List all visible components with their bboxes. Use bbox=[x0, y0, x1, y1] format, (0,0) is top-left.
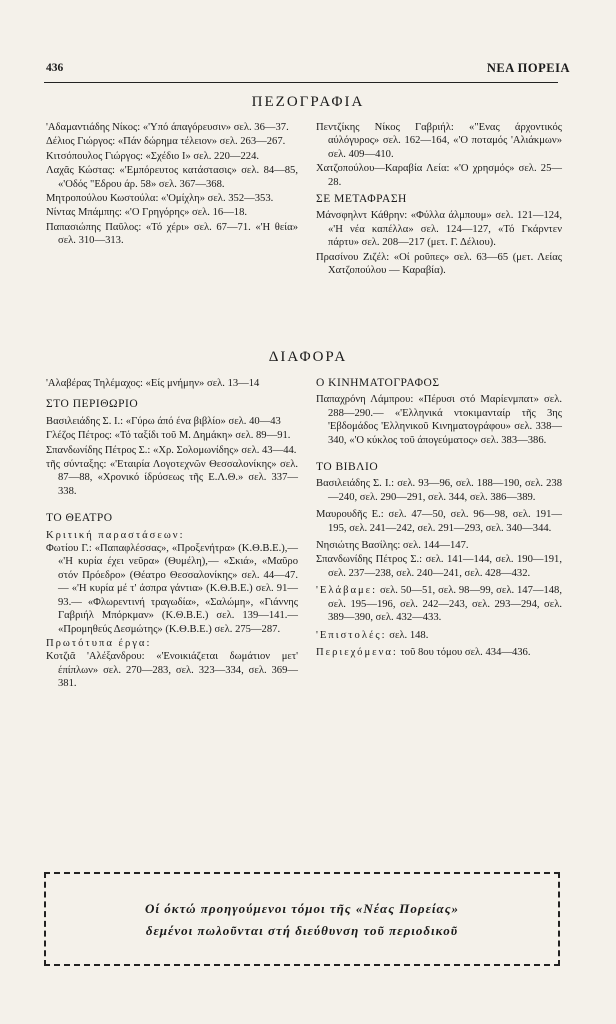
index-entry: Μητροπούλου Κωστούλα: «'Ομίχλη» σελ. 352—353. bbox=[46, 193, 274, 205]
index-entry-elavame bbox=[316, 584, 562, 624]
notice-box bbox=[44, 872, 560, 966]
index-entry: Πεντζίκης Νίκος Γαβριήλ: «"Ενας άρχοντικός αύλόγυρος» σελ. 162—164, «'Ο ποταμός 'Αλιάκμων» σελ. 409—410. bbox=[316, 122, 562, 160]
index-entry: Βασιλειάδης Σ. Ι.: «Γύρω άπό ένα βιβλίο» σελ. 40—43 bbox=[46, 415, 281, 427]
index-entry: Κιτσόπουλος Γιώργος: «Σχέδιο Ι» σελ. 220—224. bbox=[46, 150, 260, 162]
label-prototypa: Πρωτότυπα έργα: bbox=[46, 637, 152, 649]
elavame-pages: σελ. 50—51, σελ. 98—99, σελ. 147—148, σελ. 195—196, σελ. 242—243, σελ. 293—294, σελ. 389—390, σελ. 432—433. bbox=[328, 585, 562, 624]
subsection-title-metafrasi: ΣΕ ΜΕΤΑΦΡΑΣΗ bbox=[316, 193, 407, 206]
section-title-pezografia: ΠΕΖΟΓΡΑΦΙΑ bbox=[251, 94, 365, 110]
pezografia-right-column bbox=[316, 121, 562, 278]
index-entry: Λαχᾶς Κώστας: «'Εμπόρευτος κατάστασις» σελ. 84—85, «'Οδός "Εδρου άρ. 58» σελ. 367—368. bbox=[46, 165, 298, 190]
subsection-title-vivlio: ΤΟ ΒΙΒΛΙΟ bbox=[316, 461, 379, 474]
index-entry: 'Αδαμαντιάδης Νίκος: «'Υπό άπαγόρευσιν» σελ. 36—37. bbox=[46, 122, 289, 133]
subsection-title-theatro: ΤΟ ΘΕΑΤΡΟ bbox=[46, 512, 113, 525]
notice-line: Οί όκτώ προηγούμενοι τόμοι τῆς «Νέας Πορείας» bbox=[144, 901, 460, 916]
index-entry: Χατζοπούλου—Καραβία Λεία: «'Ο χρησμός» σελ. 25—28. bbox=[316, 163, 562, 188]
notice-line: δεμένοι πωλοῦνται στή διεύθυνση τοῦ περιοδικοῦ bbox=[145, 923, 459, 938]
subsection-title-peritorio: ΣΤΟ ΠΕΡΙΘΩΡΙΟ bbox=[46, 398, 139, 411]
epistoles-pages: σελ. 148. bbox=[389, 629, 429, 641]
index-entry: τῆς σύνταξης: «'Εταιρία Λογοτεχνῶν Θεσσαλονίκης» σελ. 87—88, «Χρονικό ίδρύσεως τῆς Ε.Λ.Θ.» σελ. 337—338. bbox=[46, 459, 298, 497]
label-periexomena: Περιεχόμενα: bbox=[316, 646, 398, 658]
index-entry: 'Αλαβέρας Τηλέμαχος: «Είς μνήμην» σελ. 13—14 bbox=[46, 378, 260, 389]
label-kritiki: Κριτική παραστάσεων: bbox=[46, 529, 185, 541]
index-entry: Κοτζιᾶ 'Αλέξανδρου: «'Ενοικιάζεται δωμάτιον μετ' έπίπλων» σελ. 270—283, σελ. 323—334, σελ. 369—381. bbox=[46, 651, 298, 690]
journal-title: ΝΕΑ ΠΟΡΕΙΑ bbox=[486, 61, 570, 75]
section-title-diafora: ΔΙΑΦΟΡΑ bbox=[268, 349, 348, 365]
index-entry: Πρασίνου Ζιζέλ: «Οί ροῦπες» σελ. 63—65 (μετ. Λείας Χατζοπούλου — Καραβία). bbox=[316, 251, 562, 277]
index-entry-epistoles bbox=[316, 629, 562, 642]
index-entry: Γλέζος Πέτρος: «Τό ταξίδι τοῦ Μ. Δημάκη» σελ. 89—91. bbox=[46, 430, 291, 442]
index-entry: Νησιώτης Βασίλης: σελ. 144—147. bbox=[316, 540, 469, 552]
page-header bbox=[46, 62, 570, 78]
diafora-right-column bbox=[316, 377, 562, 660]
index-entry: Φωτίου Γ.: «Παπαφλέσσας», «Προξενήτρα» (Κ.Θ.Β.Ε.),— «'Η κυρία έχει νεῦρα» (Θυμέλη),— «Σκιά», «Μαῦρο στόν Πρόεδρο» (Θέατρο Θεσσαλονίκης» σελ. 44—47.— «'Η κυρία μέ τ' άσπρα γάντια» (Κ.Θ.Β.Ε.) σελ. 91—93.— «Φλωρεντινή τραγωδία», «Σαλώμη», «Γιάννης Γαβριήλ Μπόρκμαν» (Κ.Θ.Β.Ε.) σελ. 139—141.— «Προμηθεύς Δεσμώτης» (Κ.Θ.Β.Ε.) σελ. 275—287. bbox=[46, 543, 298, 635]
index-entry: Βασιλειάδης Σ. Ι.: σελ. 93—96, σελ. 188—190, σελ. 238—240, σελ. 290—291, σελ. 344, σελ. 386—389. bbox=[316, 478, 562, 503]
index-entry: Μάνσφηλντ Κάθρην: «Φύλλα άλμπουμ» σελ. 121—124, «'Η νέα καπέλλα» σελ. 124—127, «Τό Γκάρντεν πάρτυ» σελ. 208—217 (μετ. Γ. Δέλιου). bbox=[316, 210, 562, 249]
index-entry: Μαυρουδῆς Ε.: σελ. 47—50, σελ. 96—98, σελ. 191—195, σελ. 241—242, σελ. 291—293, σελ. 340—344. bbox=[316, 509, 562, 534]
index-entry: Παπασιώπης Παῦλος: «Τό χέρι» σελ. 67—71. «'Η θεία» σελ. 310—313. bbox=[46, 221, 298, 247]
index-entry: Δέλιος Γιώργος: «Πάν δώρημα τέλειον» σελ. 263—267. bbox=[46, 136, 286, 148]
index-entry: Νίντας Μπάμπης: «'Ο Γρηγόρης» σελ. 16—18. bbox=[46, 207, 248, 219]
diafora-left-column bbox=[46, 377, 298, 692]
pezografia-left-column bbox=[46, 121, 298, 249]
periexomena-pages: τοῦ 8ου τόμου σελ. 434—436. bbox=[400, 646, 531, 658]
index-entry-periexomena bbox=[316, 646, 562, 659]
header-rule bbox=[44, 82, 558, 83]
label-epistoles: 'Επιστολές: bbox=[316, 629, 387, 641]
index-entry: Παπαχρόνη Λάμπρου: «Πέρυσι στό Μαρίενμπατ» σελ. 288—290.— «'Ελληνικά ντοκιμανταίρ τῆς 3ης 'Εβδομάδος 'Ελληνικοῦ Κινηματογράφου» σελ. 338—340, «'Ο κύκλος τοῦ άπογεύματος» σελ. 383—386. bbox=[316, 394, 562, 446]
label-elavame: 'Ελάβαμε: bbox=[316, 585, 378, 597]
index-entry: Σπανδωνίδης Πέτρος Σ.: «Χρ. Σολομωνίδης» σελ. 43—44. bbox=[46, 444, 297, 456]
page-number: 436 bbox=[46, 62, 64, 74]
index-entry: Σπανδωνίδης Πέτρος Σ.: σελ. 141—144, σελ. 190—191, σελ. 237—238, σελ. 240—241, σελ. 428—432. bbox=[316, 554, 562, 579]
subsection-title-kinimatografos: Ο ΚΙΝΗΜΑΤΟΓΡΑΦΟΣ bbox=[316, 377, 440, 389]
